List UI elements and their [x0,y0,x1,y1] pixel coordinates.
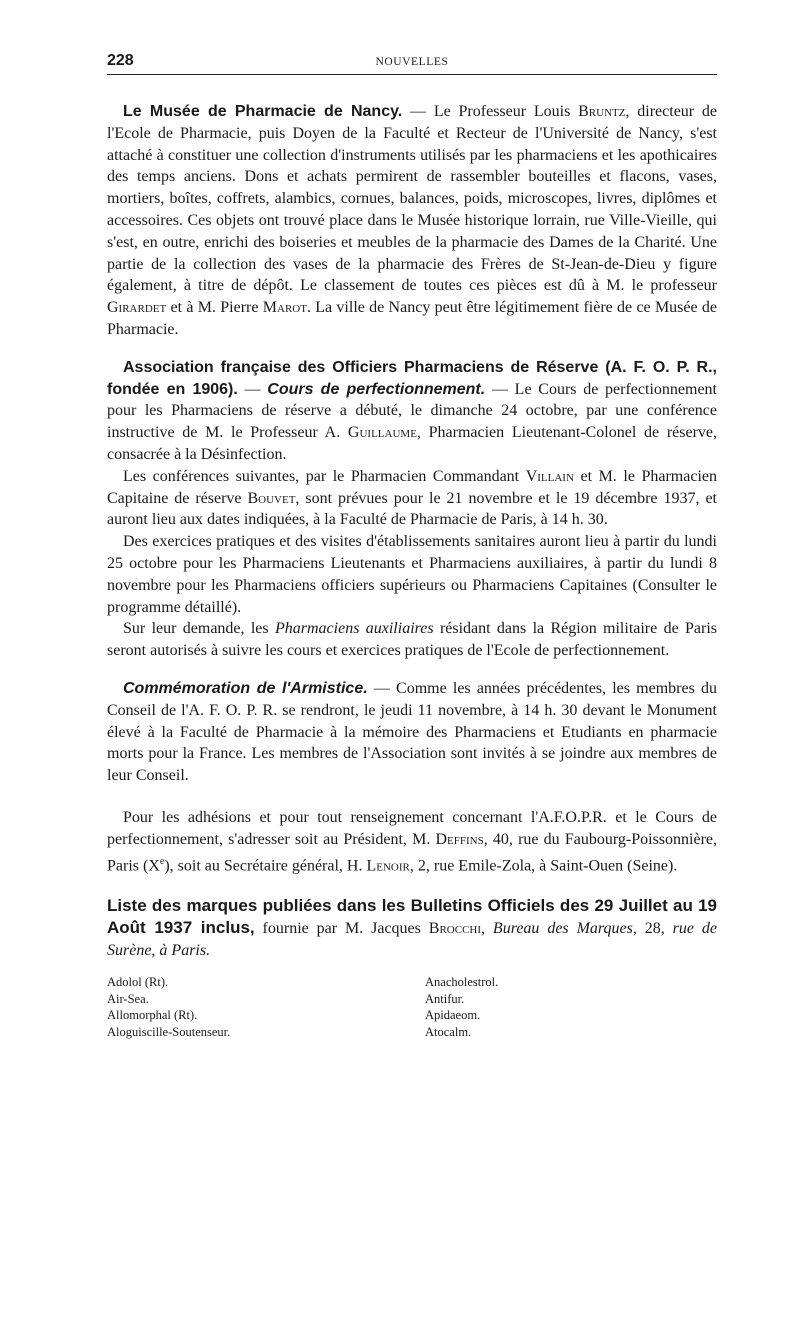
section-association [107,357,717,662]
page-header [107,48,717,75]
list-item: Adolol (Rt). [107,975,169,990]
marks-list [107,974,717,1040]
person-name: Guillaume [347,424,417,442]
musee-dash: — [402,103,434,120]
association-paragraph-2: Les conférences suivantes, par le Pharmacien Commandant Villain et M. le Pharmacien Capitaine de réserve Bouvet, sont prévues pour le 21 novembre et le 19 décembre 1937, et auront lieu aux dates indiquées, à la Faculté de Pharmacie de Paris, à 14 h. 30. [107,467,717,529]
section-marques [107,895,717,1040]
musee-title: Le Musée de Pharmacie de Nancy. [123,103,403,120]
list-item: Air-Sea. [107,991,149,1006]
section-musee [107,101,717,341]
running-title: NOUVELLES [375,56,449,68]
list-item: Apidaeom. [425,1008,481,1023]
association-paragraph-1: Association française des Officiers Pharmaciens de Réserve (A. F. O. P. R., fondée en 1906). — Cours de perfectionnement. — Le Cours de perfectionnement pour les Pharmaciens de réserve a débuté, le dimanche 24 octobre, par une conférence instructive de M. le Professeur A. Guillaume, Pharmacien Lieutenant-Colonel de réserve, consacrée à la Désinfection. [107,358,718,463]
association-subtitle: Cours de perfectionnement. [267,380,486,398]
person-name: Brocchi [428,920,482,938]
association-paragraph-3: Des exercices pratiques et des visites d'établissements sanitaires auront lieu à partir du lundi 25 octobre pour les Pharmaciens Lieutenants et Pharmaciens auxiliaires, à partir du lundi 8 novembre pour les Pharmaciens officiers supérieurs ou Pharmaciens Capitaines (Consulter le programme détaillé). [107,533,717,616]
association-title: Association française des Officiers Pharmaciens de Réserve (A. F. O. P. R., fondée en 1906). [107,358,717,398]
document-page [107,48,717,1040]
list-item: Aloguiscille-Soutenseur. [107,1024,231,1039]
commemoration-title: Commémoration de l'Armistice. [123,679,368,697]
commemoration-paragraph: Commémoration de l'Armistice. — Comme les années précédentes, les membres du Conseil de l'A. F. O. P. R. se rendront, le jeudi 11 novembre, à 14 h. 30 devant le Monument élevé à la Faculté de Pharmacie à la mémoire des Pharmaciens et Etudiants en pharmacie morts pour la France. Les membres de l'Association sont invités à se joindre aux membres de leur Conseil. [107,679,717,785]
musee-paragraph: Le Musée de Pharmacie de Nancy. — Le Professeur Louis Bruntz, directeur de l'Ecole de Pharmacie, puis Doyen de la Faculté et Recteur de l'Université de Nancy, s'est attaché à constituer une collection d'instruments utilisés par les pharmaciens et les apothicaires des temps anciens. Dons et achats permirent de rassembler bouteilles et flacons, vases, mortiers, boîtes, coffrets, alambics, cornues, balances, poids, microscopes, livres, diplômes et accessoires. Ces objets ont trouvé place dans le Musée historique lorrain, rue Ville-Vieille, qui s'est, en outre, enrichi des boiseries et meubles de la pharmacie des Dames de la Charité. Une partie de la collection des vases de la pharmacie des Frères de St-Jean-de-Dieu y figure également, à titre de dépôt. Le classement de toutes ces pièces est dû à M. le professeur Girardet et à M. Pierre Marot. La ville de Nancy peut être légitimement fière de ce Musée de Pharmacie. [107,103,718,338]
list-item: Allomorphal (Rt). [107,1008,198,1023]
section-commemoration [107,678,717,787]
marques-title: Liste des marques publiées dans les Bulletins Officiels des 29 Juillet au 19 Août 1937 inclus, [107,895,717,938]
person-name: Lenoir [366,856,410,874]
adhesions-paragraph: Pour les adhésions et pour tout renseignement concernant l'A.F.O.P.R. et le Cours de perfectionnement, s'adresser soit au Président, M. Deffins, 40, rue du Faubourg-Poissonnière, Paris (Xe), soit au Secrétaire général, H. Lenoir, 2, rue Emile-Zola, à Saint-Ouen (Seine). [107,808,717,874]
person-name: Marot [262,299,307,317]
marks-column-right [425,974,705,1040]
marks-column-left [107,974,425,1040]
marques-heading: Liste des marques publiées dans les Bulletins Officiels des 29 Juillet au 19 Août 1937 inclus, fournie par M. Jacques Brocchi, Bureau des Marques, 28, rue de Surène, à Paris. [107,895,718,960]
person-name: Girardet [107,299,167,317]
list-item: Anacholestrol. [425,975,499,990]
person-name: Bouvet [247,489,296,507]
person-name: Deffins [435,830,484,848]
person-name: Villain [525,467,574,485]
person-name: Bruntz [578,103,626,120]
section-adhesions [107,807,717,877]
page-number: 228 [107,52,134,69]
association-paragraph-4: Sur leur demande, les Pharmaciens auxiliaires résidant dans la Région militaire de Paris seront autorisés à suivre les cours et exercices pratiques de l'Ecole de perfectionnement. [107,620,718,660]
list-item: Antifur. [425,991,465,1006]
list-item: Atocalm. [425,1024,472,1039]
